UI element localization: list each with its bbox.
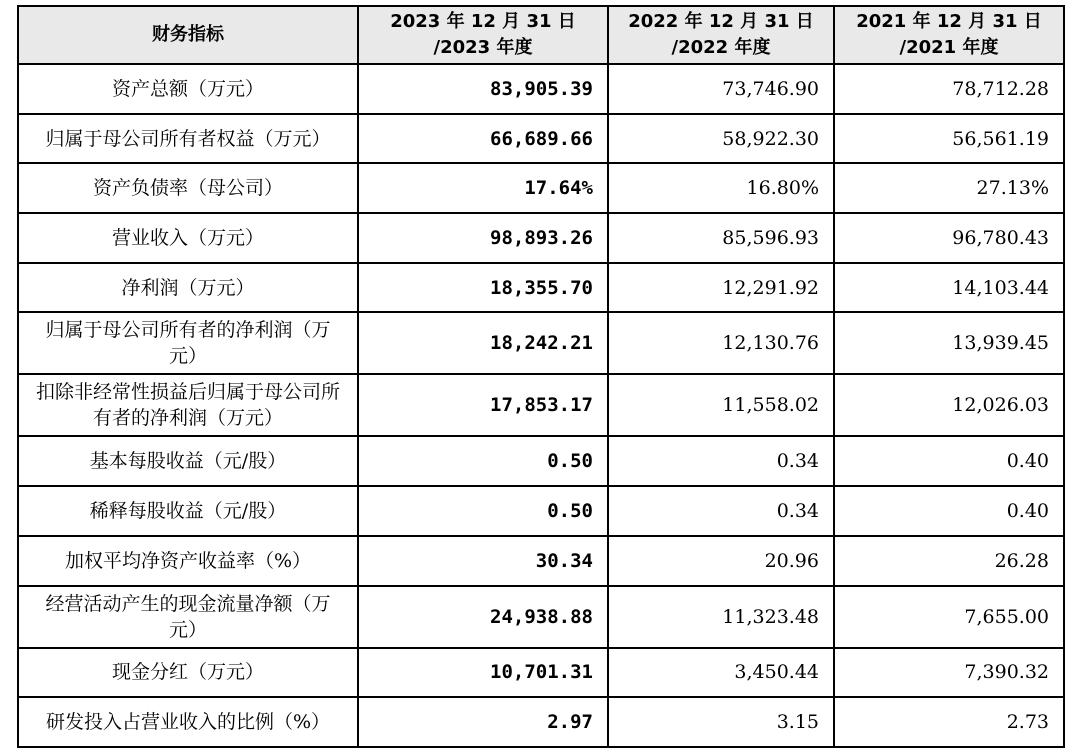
header-2021-date: 2021 年 12 月 31 日 — [856, 11, 1042, 32]
value-2022: 20.96 — [608, 536, 834, 586]
header-2023-date: 2023 年 12 月 31 日 — [390, 11, 576, 32]
value-2021: 7,655.00 — [834, 586, 1064, 648]
header-2021-year: /2021 年度 — [899, 37, 999, 58]
value-2022: 58,922.30 — [608, 114, 834, 164]
value-2023: 17,853.17 — [358, 374, 608, 436]
financial-indicators-table — [17, 5, 1065, 748]
value-2021: 14,103.44 — [834, 263, 1064, 313]
value-2021: 78,712.28 — [834, 64, 1064, 114]
table-row — [18, 64, 1064, 114]
metric-label: 净利润（万元） — [18, 263, 358, 313]
header-2022 — [608, 6, 834, 64]
table-row — [18, 536, 1064, 586]
value-2021: 0.40 — [834, 486, 1064, 536]
table-row — [18, 114, 1064, 164]
metric-label: 加权平均净资产收益率（%） — [18, 536, 358, 586]
header-2022-date: 2022 年 12 月 31 日 — [628, 11, 814, 32]
table-row — [18, 586, 1064, 648]
table-row — [18, 486, 1064, 536]
value-2021: 96,780.43 — [834, 213, 1064, 263]
value-2023: 66,689.66 — [358, 114, 608, 164]
header-2023 — [358, 6, 608, 64]
table-row — [18, 436, 1064, 486]
value-2021: 13,939.45 — [834, 312, 1064, 374]
metric-label: 营业收入（万元） — [18, 213, 358, 263]
value-2022: 11,323.48 — [608, 586, 834, 648]
table-row — [18, 648, 1064, 698]
value-2023: 10,701.31 — [358, 648, 608, 698]
table-row — [18, 213, 1064, 263]
value-2023: 0.50 — [358, 436, 608, 486]
value-2022: 3.15 — [608, 697, 834, 747]
value-2022: 85,596.93 — [608, 213, 834, 263]
table-row — [18, 697, 1064, 747]
value-2022: 0.34 — [608, 436, 834, 486]
value-2021: 27.13% — [834, 163, 1064, 213]
metric-label: 稀释每股收益（元/股） — [18, 486, 358, 536]
metric-label: 经营活动产生的现金流量净额（万元） — [18, 586, 358, 648]
table-row — [18, 374, 1064, 436]
metric-label: 现金分红（万元） — [18, 648, 358, 698]
value-2022: 11,558.02 — [608, 374, 834, 436]
header-metric: 财务指标 — [18, 6, 358, 64]
value-2021: 7,390.32 — [834, 648, 1064, 698]
value-2022: 16.80% — [608, 163, 834, 213]
value-2023: 18,242.21 — [358, 312, 608, 374]
value-2023: 17.64% — [358, 163, 608, 213]
value-2022: 12,291.92 — [608, 263, 834, 313]
value-2021: 0.40 — [834, 436, 1064, 486]
value-2023: 18,355.70 — [358, 263, 608, 313]
metric-label: 扣除非经常性损益后归属于母公司所有者的净利润（万元） — [18, 374, 358, 436]
value-2023: 24,938.88 — [358, 586, 608, 648]
value-2021: 56,561.19 — [834, 114, 1064, 164]
value-2022: 0.34 — [608, 486, 834, 536]
header-2022-year: /2022 年度 — [671, 37, 771, 58]
value-2021: 2.73 — [834, 697, 1064, 747]
value-2023: 0.50 — [358, 486, 608, 536]
value-2021: 26.28 — [834, 536, 1064, 586]
metric-label: 研发投入占营业收入的比例（%） — [18, 697, 358, 747]
value-2023: 30.34 — [358, 536, 608, 586]
value-2022: 12,130.76 — [608, 312, 834, 374]
metric-label: 基本每股收益（元/股） — [18, 436, 358, 486]
value-2023: 2.97 — [358, 697, 608, 747]
value-2022: 3,450.44 — [608, 648, 834, 698]
metric-label: 归属于母公司所有者的净利润（万元） — [18, 312, 358, 374]
metric-label: 归属于母公司所有者权益（万元） — [18, 114, 358, 164]
metric-label: 资产总额（万元） — [18, 64, 358, 114]
table-row — [18, 163, 1064, 213]
header-2023-year: /2023 年度 — [433, 37, 533, 58]
value-2023: 83,905.39 — [358, 64, 608, 114]
metric-label: 资产负债率（母公司） — [18, 163, 358, 213]
value-2023: 98,893.26 — [358, 213, 608, 263]
header-2021 — [834, 6, 1064, 64]
header-row — [18, 6, 1064, 64]
table-row — [18, 263, 1064, 313]
value-2022: 73,746.90 — [608, 64, 834, 114]
value-2021: 12,026.03 — [834, 374, 1064, 436]
table-row — [18, 312, 1064, 374]
